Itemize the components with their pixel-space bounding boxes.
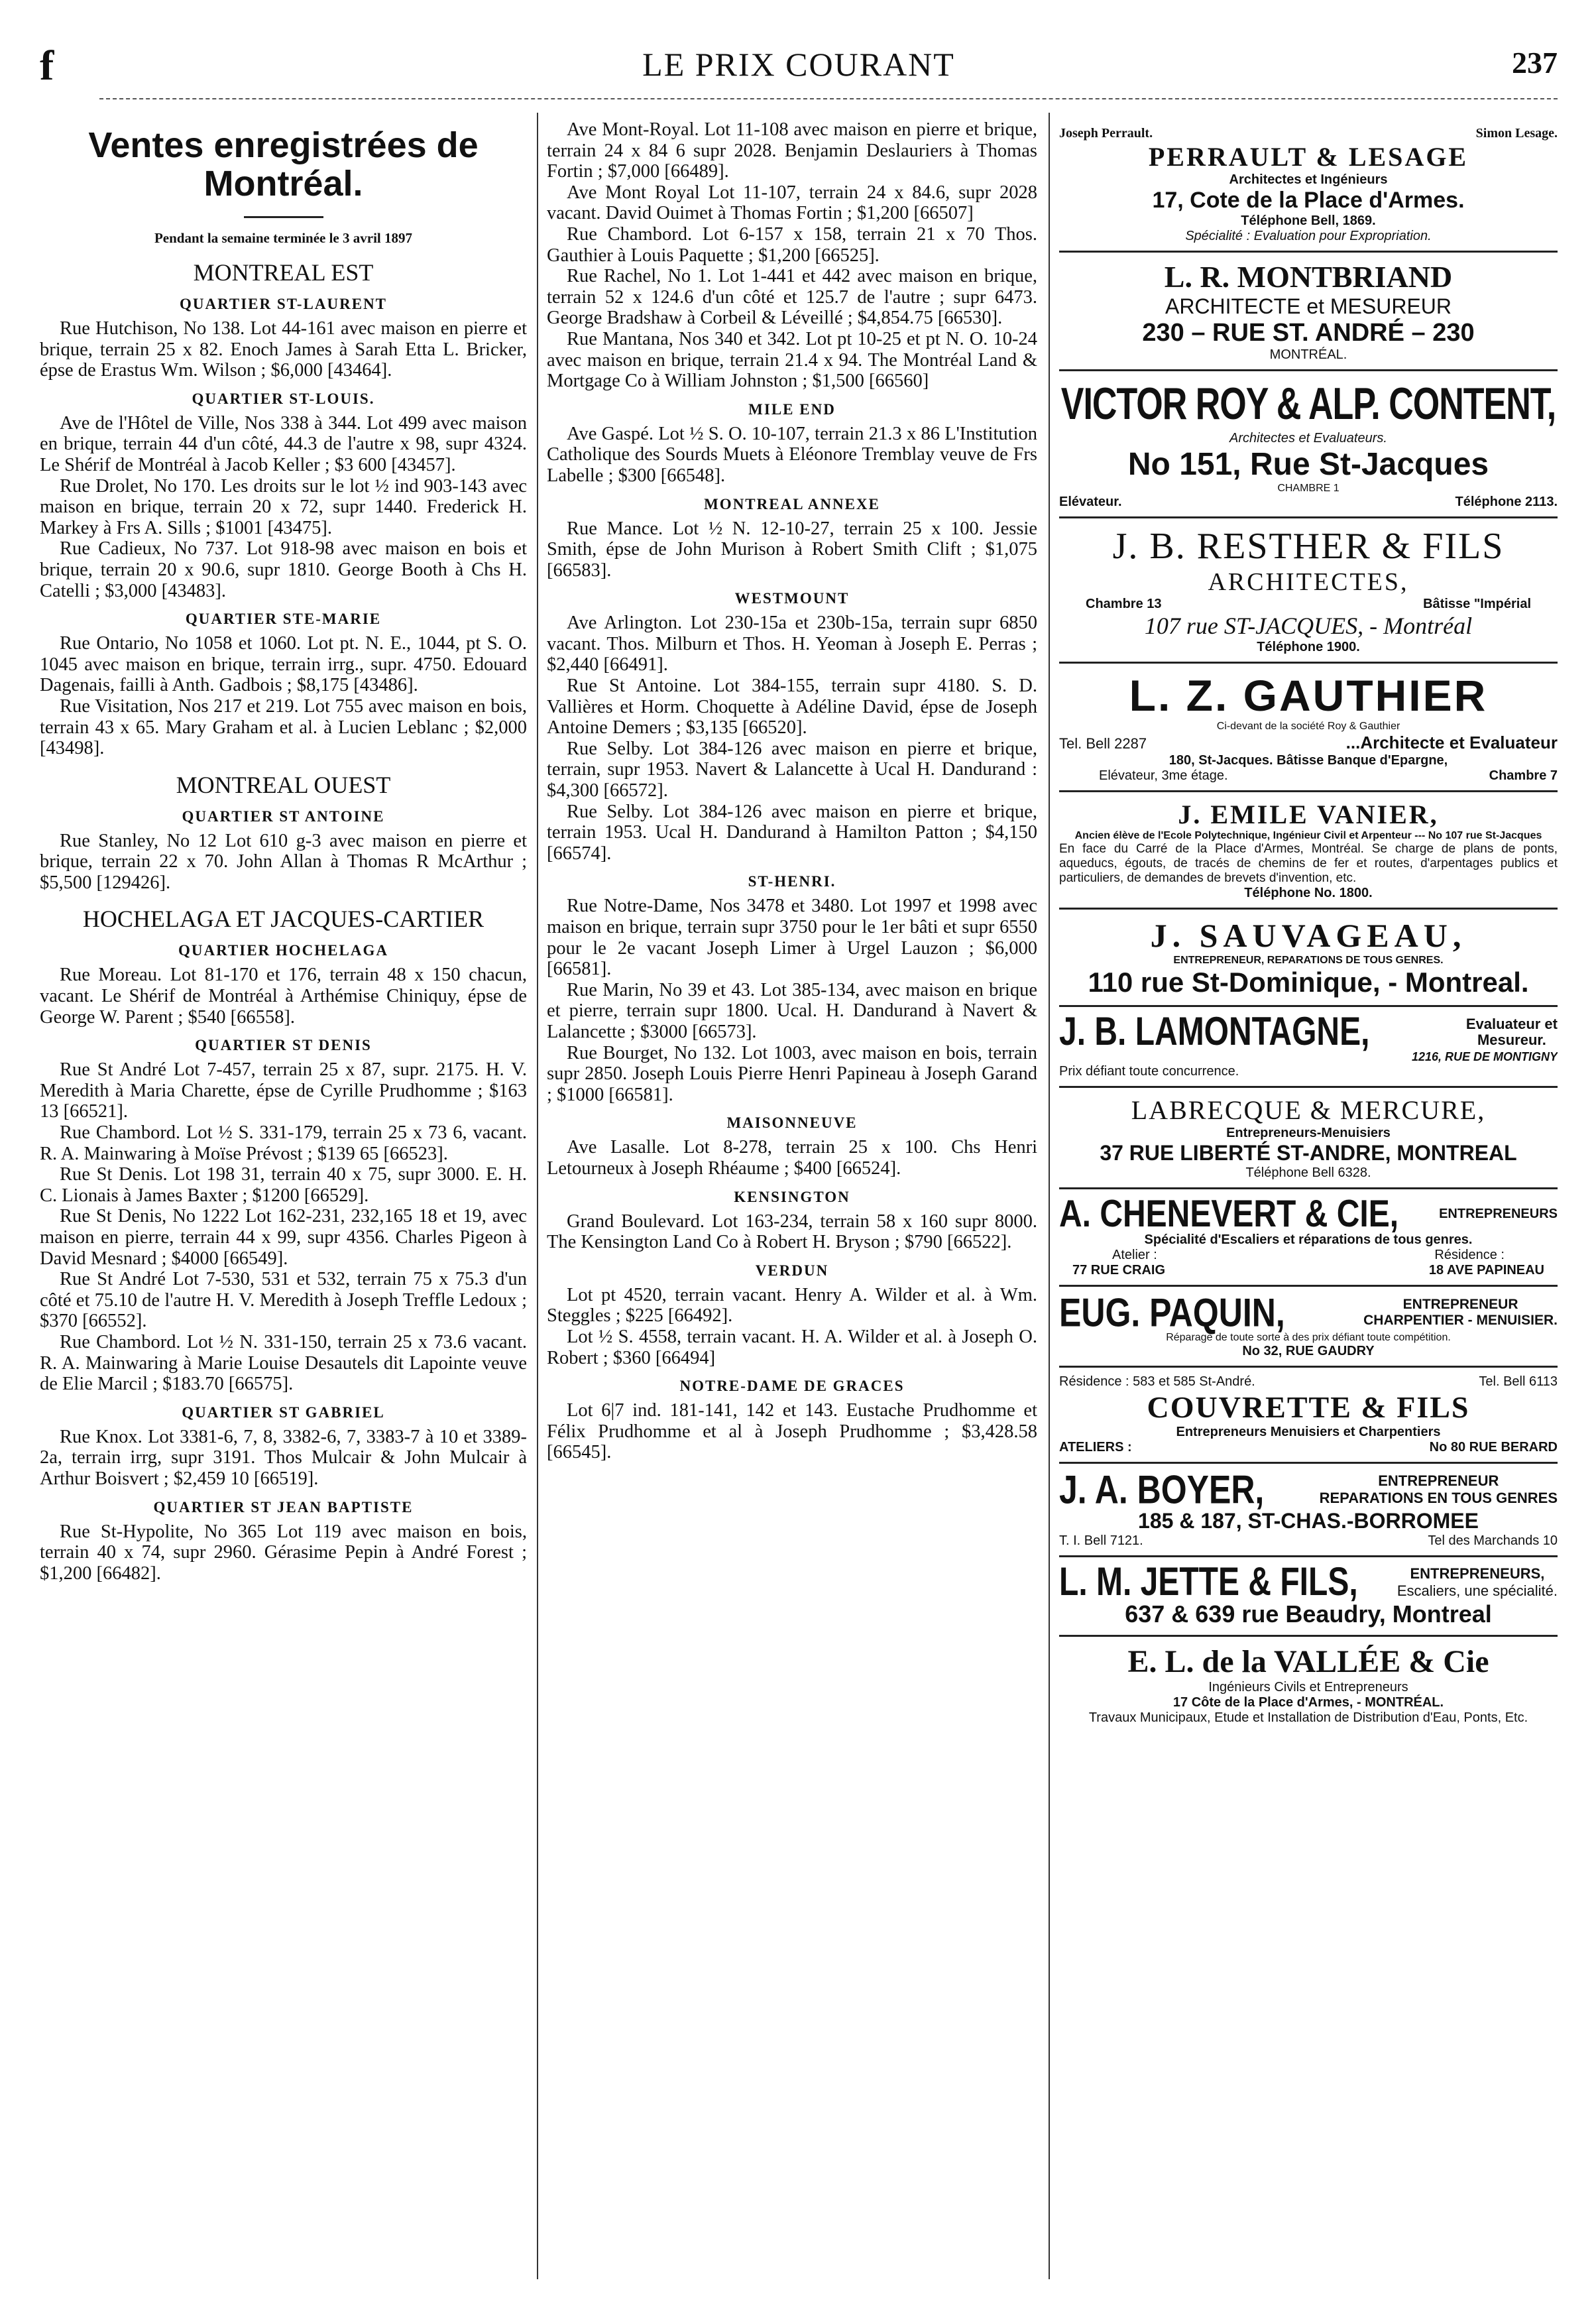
firm-name: A. CHENEVERT & CIE, <box>1059 1193 1399 1236</box>
sale-entry: Ave Arlington. Lot 230-15a et 230b-15a, terrain supr 6850 vacant. Thos. Milburn et Thos. H. Yeoman à Joseph E. Perras ; $2,440 [66491]. <box>547 613 1037 676</box>
firm-name: L. M. JETTE & FILS, <box>1059 1560 1358 1604</box>
firm-telephone-2: Tel des Marchands 10 <box>1428 1533 1558 1548</box>
firm-name: E. L. de la VALLÉE & Cie <box>1127 1644 1489 1679</box>
ad-lamontagne <box>1059 1007 1558 1088</box>
sale-entry: Rue St-Hypolite, No 365 Lot 119 avec maison en bois, terrain 40 x 74, supr 2960. Gérasime Pepin à André Forest ; $1,200 [66482]. <box>40 1521 527 1584</box>
firm-role-1: Evaluateur et <box>1465 1015 1558 1032</box>
firm-address: No 151, Rue St-Jacques <box>1127 447 1489 482</box>
ad-sauvageau <box>1059 910 1558 1007</box>
ward-heading: QUARTIER ST GABRIEL <box>182 1403 385 1421</box>
ward-heading: MAISONNEUVE <box>726 1114 858 1132</box>
firm-telephone: T. I. Bell 7121. <box>1059 1533 1143 1548</box>
partner-right: Simon Lesage. <box>1475 126 1558 141</box>
sale-entry: Rue Stanley, No 12 Lot 610 g-3 avec maison en pierre et brique, terrain 22 x 70. John Allan à Thomas R McArthur ; $5,500 [129426]. <box>40 830 527 893</box>
sale-entry: Rue Chambord. Lot 6-157 x 158, terrain 21 x 70 Thos. Gauthier à Louis Paquette ; $1,200 [66525]. <box>547 223 1037 266</box>
sale-entry: Rue Hutchison, No 138. Lot 44-161 avec maison en pierre et brique, terrain 25 x 82. Enoch James à Sarah Etta L. Bricker, épse de Erastus Wm. Wilson ; $6,000 [43464]. <box>40 318 527 381</box>
firm-tag: ENTREPRENEURS <box>1439 1207 1558 1221</box>
firm-address: 185 & 187, ST-CHAS.-BORROMEE <box>1138 1509 1479 1533</box>
ad-montbriand <box>1059 253 1558 371</box>
firm-telephone: Téléphone No. 1800. <box>1244 886 1373 900</box>
firm-credentials: Ancien élève de l'Ecole Polytechnique, Ingénieur Civil et Arpenteur --- No 107 rue St-Jacques <box>1074 830 1542 841</box>
firm-city: MONTRÉAL. <box>1269 347 1347 362</box>
ad-perrault-lesage <box>1059 119 1558 253</box>
firm-specialty: Spécialité d'Escaliers et réparations de tous genres. <box>1144 1232 1473 1247</box>
sale-entry: Grand Boulevard. Lot 163-234, terrain 58 x 160 supr 8000. The Kensington Land Co à Robert H. Bryson ; $790 [66522]. <box>547 1211 1037 1253</box>
firm-name: EUG. PAQUIN, <box>1059 1290 1285 1335</box>
ward-heading: WESTMOUNT <box>734 590 850 607</box>
ventes-title: Ventes enregistrées de Montréal. <box>88 125 479 204</box>
firm-address: 110 rue St-Dominique, - Montreal. <box>1088 967 1529 998</box>
page-header <box>40 41 1558 94</box>
firm-name: J. A. BOYER, <box>1059 1467 1265 1512</box>
sale-entry: Rue St Denis, No 1222 Lot 162-231, 232,165 18 et 19, avec maison en pierre, terrain 44 x 99, supr 4356. Charles Pigeon à David Mesnard ; $4000 [66549]. <box>40 1206 527 1269</box>
firm-repairs: Réparage de toute sorte à des prix défiant toute compétition. <box>1166 1332 1451 1343</box>
sale-entry: Rue Bourget, No 132. Lot 1003, avec maison en bois, terrain supr 2850. Joseph Louis Pierre Henri Papineau à Joseph Garand ; $1000 [66581]. <box>547 1042 1037 1105</box>
firm-role: ...Architecte et Evaluateur <box>1345 733 1558 752</box>
sale-entry: Rue St Denis. Lot 198 31, terrain 40 x 75, supr 3000. E. H. C. Lionais à James Baxter ; $1200 [66529]. <box>40 1164 527 1206</box>
firm-telephone: Tel. Bell 2287 <box>1059 735 1147 752</box>
sale-entry: Rue Chambord. Lot ½ N. 331-150, terrain 25 x 73.6 vacant. R. A. Mainwaring à Marie Louise Desautels dit Lapointe veuve de Elie Marcil ; $183.70 [66575]. <box>40 1331 527 1395</box>
ad-resther <box>1059 518 1558 664</box>
sale-entry: Ave de l'Hôtel de Ville, Nos 338 à 344. Lot 499 avec maison en brique, terrain 44 d'un côté, 44.3 de l'autre x 98, supr 4324. Le Shérif de Montréal à Jacob Keller ; $3 600 [43457]. <box>40 412 527 475</box>
firm-address: No 32, RUE GAUDRY <box>1242 1344 1375 1358</box>
ad-couvrette <box>1059 1368 1558 1464</box>
firm-telephone: Téléphone Bell 6328. <box>1245 1165 1371 1180</box>
sale-entry: Ave Mont Royal Lot 11-107, terrain 24 x 84.6, supr 2028 vacant. David Ouimet à Thomas Fortin ; $1,200 [66507] <box>547 182 1037 224</box>
header-rule <box>99 98 1558 99</box>
ward-heading: QUARTIER ST ANTOINE <box>182 807 385 825</box>
ward-heading: KENSINGTON <box>734 1188 850 1205</box>
page-mark: f <box>40 42 54 89</box>
col2-listings <box>547 119 1037 1463</box>
firm-name: L. Z. GAUTHIER <box>1129 671 1488 720</box>
ward-heading: QUARTIER STE-MARIE <box>185 611 382 628</box>
sale-entry: Lot ½ S. 4558, terrain vacant. H. A. Wilder et al. à Joseph O. Robert ; $360 [66494] <box>547 1326 1037 1368</box>
sale-entry: Rue Visitation, Nos 217 et 219. Lot 755 avec maison en bois, terrain 43 x 65. Mary Graham et al. à Lucien Leblanc ; $2,000 [43498]. <box>40 695 527 759</box>
ad-chenevert <box>1059 1189 1558 1287</box>
sale-entry: Rue Cadieux, No 737. Lot 918-98 avec maison en bois et brique, terrain 20 x 90.6, supr 1810. George Booth à Chs H. Catelli ; $3,000 [43483]. <box>40 538 527 601</box>
atelier-label: ATELIERS : <box>1059 1440 1132 1455</box>
firm-name: L. R. MONTBRIAND <box>1164 260 1453 294</box>
firm-former: Ci-devant de la société Roy & Gauthier <box>1216 721 1400 732</box>
firm-address: 17, Cote de la Place d'Armes. <box>1152 188 1465 213</box>
sale-entry: Rue Knox. Lot 3381-6, 7, 8, 3382-6, 7, 3383-7 à 10 et 3389-2a, terrain irrg, supr 3191. Thos Mulcair & John Mulcair à Arthur Boisvert ; $2,459 10 [66519]. <box>40 1426 527 1489</box>
ward-heading: NOTRE-DAME DE GRACES <box>679 1378 905 1395</box>
firm-name: LABRECQUE & MERCURE, <box>1131 1095 1486 1125</box>
atelier-label: Atelier : <box>1112 1248 1157 1262</box>
atelier-address: 77 RUE CRAIG <box>1072 1263 1166 1278</box>
journal-title: LE PRIX COURANT <box>642 46 955 83</box>
sale-entry: Lot 6|7 ind. 181-141, 142 et 143. Eustache Prudhomme et Félix Prudhomme et al à Joseph Prudhomme ; $3,428.58 [66545]. <box>547 1400 1037 1463</box>
firm-telephone: Téléphone 1900. <box>1257 640 1360 654</box>
firm-name: PERRAULT & LESAGE <box>1148 142 1469 172</box>
ad-paquin <box>1059 1287 1558 1368</box>
sale-entry: Rue Chambord. Lot ½ S. 331-179, terrain 25 x 73 6, vacant. R. A. Mainwaring à Moïse Prévost ; $139 65 [66523]. <box>40 1122 527 1164</box>
firm-tag-1: ENTREPRENEUR <box>1402 1297 1518 1312</box>
firm-name: J. B. LAMONTAGNE, <box>1059 1010 1370 1054</box>
firm-address: 107 rue ST-JACQUES, - Montréal <box>1144 613 1473 639</box>
firm-elevator: Elévateur, 3me étage. <box>1099 768 1228 783</box>
ward-heading: QUARTIER ST JEAN BAPTISTE <box>153 1498 414 1516</box>
title-divider <box>244 216 323 218</box>
firm-name: VICTOR ROY & ALP. CONTENT, <box>1060 379 1556 430</box>
firm-address: 17 Côte de la Place d'Armes, - MONTRÉAL. <box>1172 1695 1444 1710</box>
ward-heading: QUARTIER ST DENIS <box>195 1037 372 1054</box>
column-3-advertisements <box>1059 119 1558 2292</box>
ward-heading: MONTREAL ANNEXE <box>704 495 880 512</box>
residence-address: 18 AVE PAPINEAU <box>1428 1263 1544 1278</box>
sale-entry: Rue Moreau. Lot 81-170 et 176, terrain 48 x 150 chacun, vacant. Le Shérif de Montréal à Arthémise Chiniquy, épse de George W. Parent ; $540 [66558]. <box>40 965 527 1028</box>
sale-entry: Rue Marin, No 39 et 43. Lot 385-134, avec maison en brique et pierre, terrain supr 1800. Ucal. H. Dandurand à Navert & Lalancette ; $3000 [66573]. <box>547 979 1037 1042</box>
sale-entry: Ave Lasalle. Lot 8-278, terrain 25 x 100. Chs Henri Letourneux à Joseph Rhéaume ; $400 [66524]. <box>547 1137 1037 1179</box>
firm-services: Travaux Municipaux, Etude et Installation de Distribution d'Eau, Ponts, Etc. <box>1088 1710 1528 1725</box>
sale-entry: Rue Selby. Lot 384-126 avec maison en pierre et brique, terrain 1953. Ucal H. Dandurand à Hamilton Patton ; $4,150 [66574]. <box>547 801 1037 864</box>
firm-role: ARCHITECTE et MESUREUR <box>1165 294 1452 318</box>
firm-chambre: Chambre 7 <box>1489 768 1558 783</box>
firm-chambre: Chambre 13 <box>1086 597 1162 611</box>
sale-entry: Rue Mance. Lot ½ N. 12-10-27, terrain 25 x 100. Jessie Smith, épse de John Murison à Robert Smith Clift ; $1,075 [66583]. <box>547 518 1037 581</box>
ad-vanier <box>1059 792 1558 910</box>
firm-address: 37 RUE LIBERTÉ ST-ANDRE, MONTREAL <box>1100 1141 1517 1165</box>
firm-address: 230 – RUE ST. ANDRÉ – 230 <box>1142 319 1475 347</box>
sale-entry: Rue St Antoine. Lot 384-155, terrain supr 4180. S. D. Vallières et Horm. Choquette à Adéline David, épse de Joseph Antoine Demers ; $3,135 [66520]. <box>547 676 1037 739</box>
firm-services: En face du Carré de la Place d'Armes, Montréal. Se charge de plans de ponts, aqueducs, égouts, de tracés de chemins de fer et routes, d'arpentages publics et particuliers, de demandes de brevets d'invention, etc. <box>1059 842 1558 885</box>
district-heading: MONTREAL OUEST <box>176 771 391 798</box>
ad-boyer <box>1059 1464 1558 1557</box>
column-rule-2 <box>1049 113 1050 2279</box>
district-heading: MONTREAL EST <box>193 259 374 286</box>
sale-entry: Rue Ontario, No 1058 et 1060. Lot pt. N. E., 1044, pt S. O. 1045 avec maison en brique, terrain irrg., supr. 4750. Edouard Dagenais, failli à Anth. Gadbois ; $8,175 [43486]. <box>40 633 527 696</box>
ad-de-la-vallee <box>1059 1637 1558 1732</box>
sale-entry: Rue Mantana, Nos 340 et 342. Lot pt 10-25 et pt N. O. 10-24 avec maison en brique, terrain 21.4 x 94. The Montréal Land & Mortgage Co à William Johnston ; $1,500 [66560] <box>547 328 1037 392</box>
sale-entry: Rue Rachel, No 1. Lot 1-441 et 442 avec maison en brique, terrain 52 x 124.6 d'un côté et 125.7 de l'autre ; supr 6473. George Bradshaw à Corbeil & Léveillé ; $4,854.75 [66530]. <box>547 266 1037 329</box>
district-heading: HOCHELAGA ET JACQUES-CARTIER <box>82 906 484 933</box>
ward-heading: MILE END <box>748 400 836 418</box>
firm-telephone: Téléphone Bell, 1869. <box>1241 213 1376 228</box>
firm-address: 180, St-Jacques. Bâtisse Banque d'Epargne, <box>1168 753 1448 768</box>
firm-role: ARCHITECTES, <box>1208 568 1409 596</box>
firm-name: J. B. RESTHER & FILS <box>1112 526 1505 567</box>
ad-gauthier <box>1059 664 1558 792</box>
paquin-telephone: Tel. Bell 6113 <box>1479 1374 1558 1389</box>
sale-entry: Rue Notre-Dame, Nos 3478 et 3480. Lot 1997 et 1998 avec maison en brique, terrain supr 3750 pour le 1er bâti et supr 6550 pour le 2e vacant Joseph Limer à Urgel Lauzon ; $6,000 [66581]. <box>547 896 1037 980</box>
ad-labrecque-mercure <box>1059 1088 1558 1189</box>
firm-name: J. EMILE VANIER, <box>1178 800 1439 829</box>
firm-tag-2: Escaliers, une spécialité. <box>1396 1582 1558 1599</box>
column-1 <box>40 119 527 2292</box>
sale-entry: Rue St André Lot 7-457, terrain 25 x 87, supr. 2175. H. V. Meredith à Maria Charette, épse de Cyrille Prudhomme ; $163 13 [66521]. <box>40 1059 527 1122</box>
column-2 <box>547 119 1037 2292</box>
firm-role: Ingénieurs Civils et Entrepreneurs <box>1208 1680 1408 1695</box>
firm-name: COUVRETTE & FILS <box>1147 1390 1470 1424</box>
firm-elevator: Elévateur. <box>1059 495 1122 509</box>
firm-telephone: Téléphone 2113. <box>1455 495 1558 509</box>
firm-tag-1: ENTREPRENEUR <box>1378 1472 1499 1489</box>
firm-tag-2: CHARPENTIER - MENUISIER. <box>1363 1313 1558 1328</box>
sale-entry: Ave Mont-Royal. Lot 11-108 avec maison en pierre et brique, terrain 24 x 84 6 supr 2028. Benjamin Deslauriers à Thomas Fortin ; $7,000 [66489]. <box>547 119 1037 182</box>
ward-heading: QUARTIER HOCHELAGA <box>178 942 388 959</box>
ad-roy-content <box>1059 371 1558 518</box>
firm-role-2: Mesureur. <box>1477 1031 1546 1048</box>
ward-heading: QUARTIER ST-LOUIS. <box>192 390 375 407</box>
paquin-residence: Résidence : 583 et 585 St-André. <box>1059 1374 1255 1389</box>
sale-entry: Rue Selby. Lot 384-126 avec maison en pierre et brique, terrain, supr 1953. Navert & Lalancette à Ucal H. Dandurand : $4,300 [66572]. <box>547 738 1037 802</box>
firm-role: ENTREPRENEUR, REPARATIONS DE TOUS GENRES. <box>1173 955 1444 966</box>
firm-role: Architectes et Evaluateurs. <box>1229 431 1387 446</box>
firm-address: 1216, RUE DE MONTIGNY <box>1411 1050 1558 1063</box>
firm-building: Bâtisse "Impérial <box>1423 597 1531 611</box>
firm-specialty: Spécialité : Evaluation pour Expropriation. <box>1185 229 1432 243</box>
atelier-address: No 80 RUE BERARD <box>1429 1440 1558 1455</box>
page-number: 237 <box>1512 46 1558 80</box>
column-rule-1 <box>537 113 538 2279</box>
ad-jette <box>1059 1557 1558 1637</box>
firm-address: 637 & 639 rue Beaudry, Montreal <box>1125 1600 1492 1628</box>
ward-heading: VERDUN <box>755 1262 829 1279</box>
sale-entry: Ave Gaspé. Lot ½ S. O. 10-107, terrain 21.3 x 86 L'Institution Catholique des Sourds Muets à Eléonore Tremblay veuve de Frs Labelle ; $300 [66548]. <box>547 423 1037 486</box>
sale-entry: Rue St André Lot 7-530, 531 et 532, terrain 75 x 75.3 d'un côté et 75.10 de l'autre H. V. Meredith à Joseph Treffle Ledoux ; $370 [66552]. <box>40 1269 527 1332</box>
residence-label: Résidence : <box>1434 1248 1505 1262</box>
sale-entry: Lot pt 4520, terrain vacant. Henry A. Wilder et al. à Wm. Steggles ; $225 [66492]. <box>547 1284 1037 1327</box>
firm-role: Entrepreneurs-Menuisiers <box>1226 1126 1391 1140</box>
ward-heading: ST-HENRI. <box>748 873 836 890</box>
firm-name: J. SAUVAGEAU, <box>1150 917 1467 954</box>
ward-heading: QUARTIER ST-LAURENT <box>179 296 388 312</box>
ventes-subtitle: Pendant la semaine terminée le 3 avril 1897 <box>154 230 412 246</box>
firm-role: Entrepreneurs Menuisiers et Charpentiers <box>1176 1425 1441 1439</box>
partner-left: Joseph Perrault. <box>1059 126 1153 141</box>
firm-chambre: CHAMBRE 1 <box>1277 483 1340 494</box>
firm-tag-2: REPARATIONS EN TOUS GENRES <box>1319 1490 1558 1506</box>
firm-role: Architectes et Ingénieurs <box>1229 172 1388 187</box>
sale-entry: Rue Drolet, No 170. Les droits sur le lot ½ ind 903-143 avec maison en brique, terrain 20 x 72, supr 1440. Frederick H. Markey à Frs A. Sills ; $1001 [43475]. <box>40 475 527 538</box>
firm-pricing: Prix défiant toute concurrence. <box>1059 1064 1239 1079</box>
col1-listings <box>40 259 527 1584</box>
firm-tag-1: ENTREPRENEURS, <box>1410 1565 1545 1582</box>
